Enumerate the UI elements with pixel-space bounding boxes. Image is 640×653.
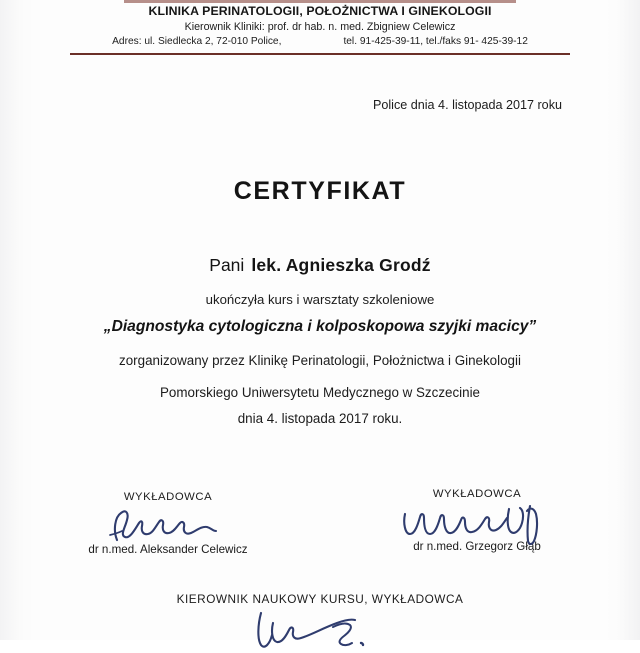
- signature-ink-left: [43, 504, 293, 546]
- recipient-salutation: Pani: [209, 255, 245, 275]
- signature-ink-right: [352, 501, 602, 543]
- signature-block-left: [43, 491, 293, 556]
- signature-role-right: WYKŁADOWCA: [432, 488, 522, 500]
- recipient-line: [0, 255, 640, 276]
- clinic-phone: tel. 91-425-39-11, tel./faks 91- 425-39-12: [343, 36, 528, 47]
- signature-block-right: [352, 488, 602, 553]
- contact-spacer: [281, 35, 343, 49]
- signature-role-left: WYKŁADOWCA: [123, 491, 213, 503]
- university-line: Pomorskiego Uniwersytetu Medycznego w Szczecinie: [159, 385, 481, 400]
- signature-name-left: dr n.med. Aleksander Celewicz: [88, 543, 248, 556]
- top-clipped-rule: [124, 0, 516, 3]
- handwritten-signature-icon: [397, 501, 557, 545]
- header-divider: [70, 53, 570, 55]
- handwritten-signature-icon: [245, 609, 395, 653]
- signature-role-bottom: KIEROWNIK NAUKOWY KURSU, WYKŁADOWCA: [176, 592, 464, 606]
- handwritten-signature-icon: [103, 504, 233, 546]
- clinic-contact-line: [0, 35, 640, 49]
- course-title: „Diagnostyka cytologiczna i kolposkopowa szyjki macicy”: [103, 318, 537, 335]
- course-date-line: dnia 4. listopada 2017 roku.: [237, 411, 403, 426]
- clinic-address: Adres: ul. Siedlecka 2, 72-010 Police,: [112, 36, 282, 47]
- clinic-head-line: Kierownik Kliniki: prof. dr hab. n. med. Zbigniew Celewicz: [184, 21, 456, 33]
- letterhead: [0, 4, 640, 49]
- signature-name-right: dr n.med. Grzegorz Głąb: [413, 540, 541, 553]
- organizer-line: zorganizowany przez Klinikę Perinatologii, Położnictwa i Ginekologii: [119, 353, 521, 368]
- clinic-name: KLINIKA PERINATOLOGII, POŁOŻNICTWA I GINEKOLOGII: [148, 4, 492, 18]
- place-and-date: Police dnia 4. listopada 2017 roku: [372, 98, 562, 112]
- completion-statement: ukończyła kurs i warsztaty szkoleniowe: [205, 292, 435, 307]
- signature-block-bottom: [0, 592, 640, 653]
- recipient-name: lek. Agnieszka Grodź: [251, 255, 431, 275]
- page-title: CERTYFIKAT: [233, 177, 407, 205]
- signature-ink-bottom: [0, 609, 640, 653]
